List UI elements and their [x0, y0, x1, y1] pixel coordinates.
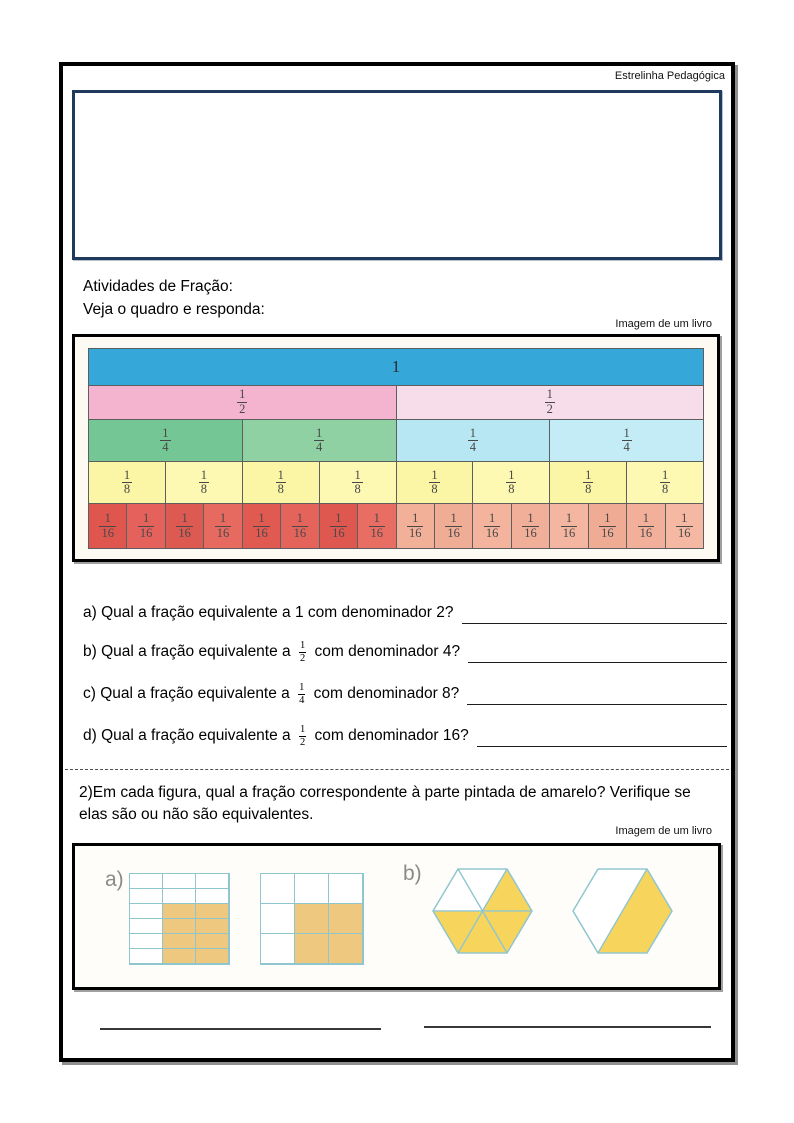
wall-cell: $\frac{1}{2}$	[89, 386, 397, 420]
grid-cell	[130, 889, 163, 904]
question-2-text	[79, 782, 717, 826]
grid-cell	[196, 919, 229, 934]
dashed-divider	[65, 769, 729, 770]
wall-cell: $\frac{1}{16}$	[358, 504, 396, 548]
question-text-after: com denominador 4?	[310, 643, 461, 660]
questions-list	[83, 594, 727, 757]
grid-cell	[295, 934, 329, 964]
wall-cell: 1	[89, 349, 703, 385]
question-row	[83, 715, 727, 757]
grid-cell	[163, 904, 196, 919]
wall-cell: $\frac{1}{4}$	[243, 420, 397, 461]
grid-cell	[130, 934, 163, 949]
figure-a-label: a)	[105, 868, 124, 891]
wall-row	[89, 349, 703, 386]
grid-cell	[261, 874, 295, 904]
wall-row	[89, 462, 703, 505]
grid-cell	[261, 934, 295, 964]
wall-cell: $\frac{1}{2}$	[397, 386, 704, 420]
wall-row	[89, 420, 703, 462]
answer-line-1	[100, 1028, 381, 1030]
wall-cell: $\frac{1}{16}$	[550, 504, 588, 548]
grid-cell	[196, 889, 229, 904]
wall-row	[89, 386, 703, 421]
grid-cell	[329, 904, 363, 934]
brand-text: Estrelinha Pedagógica	[614, 70, 725, 82]
figure-grid-1	[129, 873, 230, 965]
wall-cell: $\frac{1}{16}$	[435, 504, 473, 548]
grid-cell	[130, 874, 163, 889]
wall-cell: $\frac{1}{8}$	[550, 462, 627, 504]
image-credit-2: Imagem de um livro	[615, 825, 712, 837]
grid-cell	[163, 889, 196, 904]
wall-cell: $\frac{1}{16}$	[589, 504, 627, 548]
fraction-wall-box	[72, 334, 720, 562]
wall-cell: $\frac{1}{16}$	[397, 504, 435, 548]
answer-line-2	[424, 1026, 711, 1028]
grid-cell	[163, 919, 196, 934]
question-row	[83, 631, 727, 673]
image-credit-1: Imagem de um livro	[615, 318, 712, 330]
grid-cell	[130, 919, 163, 934]
question-fraction: $\frac{1}{2}$	[299, 639, 306, 664]
wall-row	[89, 504, 703, 548]
wall-cell: $\frac{1}{16}$	[166, 504, 204, 548]
question-text-after: com denominador 8?	[309, 685, 460, 702]
question-fraction: $\frac{1}{2}$	[299, 723, 306, 748]
grid-cell	[196, 949, 229, 964]
wall-cell: $\frac{1}{16}$	[243, 504, 281, 548]
answer-blank	[467, 698, 727, 705]
grid-cell	[163, 874, 196, 889]
wall-cell: $\frac{1}{16}$	[627, 504, 665, 548]
hexagon-figure-1	[432, 866, 533, 956]
question-value: 1	[294, 603, 304, 621]
grid-cell	[130, 904, 163, 919]
grid-cell	[196, 904, 229, 919]
wall-cell: $\frac{1}{4}$	[89, 420, 243, 461]
grid-cell	[163, 949, 196, 964]
question-text-after: com denominador 2?	[303, 603, 454, 621]
question-2-line1: 2)Em cada figura, qual a fração correspondente à parte pintada de amarelo? Verifique se	[79, 784, 691, 801]
figure-grid-2	[260, 873, 364, 965]
wall-cell: $\frac{1}{16}$	[127, 504, 165, 548]
wall-cell: $\frac{1}{16}$	[666, 504, 703, 548]
question-fraction: $\frac{1}{4}$	[299, 681, 305, 706]
question-text-before: d) Qual a fração equivalente a	[83, 727, 295, 744]
top-empty-box	[72, 90, 722, 260]
wall-cell: $\frac{1}{16}$	[89, 504, 127, 548]
grid-cell	[196, 874, 229, 889]
wall-cell: $\frac{1}{4}$	[397, 420, 551, 461]
wall-cell: $\frac{1}{16}$	[473, 504, 511, 548]
question-text-before: c) Qual a fração equivalente a	[83, 685, 295, 702]
wall-cell: $\frac{1}{16}$	[281, 504, 319, 548]
wall-cell: $\frac{1}{4}$	[550, 420, 703, 461]
question-text-before: b) Qual a fração equivalente a	[83, 643, 295, 660]
grid-cell	[295, 904, 329, 934]
wall-cell: $\frac{1}{8}$	[473, 462, 550, 504]
grid-cell	[130, 949, 163, 964]
wall-cell: $\frac{1}{16}$	[204, 504, 242, 548]
page-subtitle: Veja o quadro e responda:	[83, 301, 265, 318]
answer-blank	[477, 740, 727, 747]
figures-box	[72, 843, 721, 990]
wall-cell: $\frac{1}{8}$	[89, 462, 166, 504]
grid-cell	[329, 934, 363, 964]
page-frame	[59, 62, 735, 1062]
grid-cell	[295, 874, 329, 904]
wall-cell: $\frac{1}{8}$	[243, 462, 320, 504]
grid-cell	[261, 904, 295, 934]
figure-b-label: b)	[403, 862, 422, 885]
question-text-after: com denominador 16?	[310, 727, 469, 744]
wall-cell: $\frac{1}{16}$	[320, 504, 358, 548]
question-text-before: a) Qual a fração equivalente a	[83, 603, 295, 621]
question-row	[83, 594, 727, 631]
answer-blank	[462, 617, 727, 624]
wall-cell: $\frac{1}{8}$	[166, 462, 243, 504]
grid-cell	[329, 874, 363, 904]
grid-cell	[163, 934, 196, 949]
wall-cell: $\frac{1}{8}$	[627, 462, 703, 504]
question-row	[83, 673, 727, 715]
hexagon-figure-2	[572, 866, 673, 956]
grid-cell	[196, 934, 229, 949]
fraction-wall	[88, 348, 704, 549]
intro-text	[83, 275, 265, 321]
wall-cell: $\frac{1}{8}$	[320, 462, 397, 504]
wall-cell: $\frac{1}{8}$	[397, 462, 474, 504]
answer-blank	[468, 656, 727, 663]
question-2-line2: elas são ou não são equivalentes.	[79, 806, 314, 823]
wall-cell: $\frac{1}{16}$	[512, 504, 550, 548]
page-title: Atividades de Fração:	[83, 278, 233, 295]
